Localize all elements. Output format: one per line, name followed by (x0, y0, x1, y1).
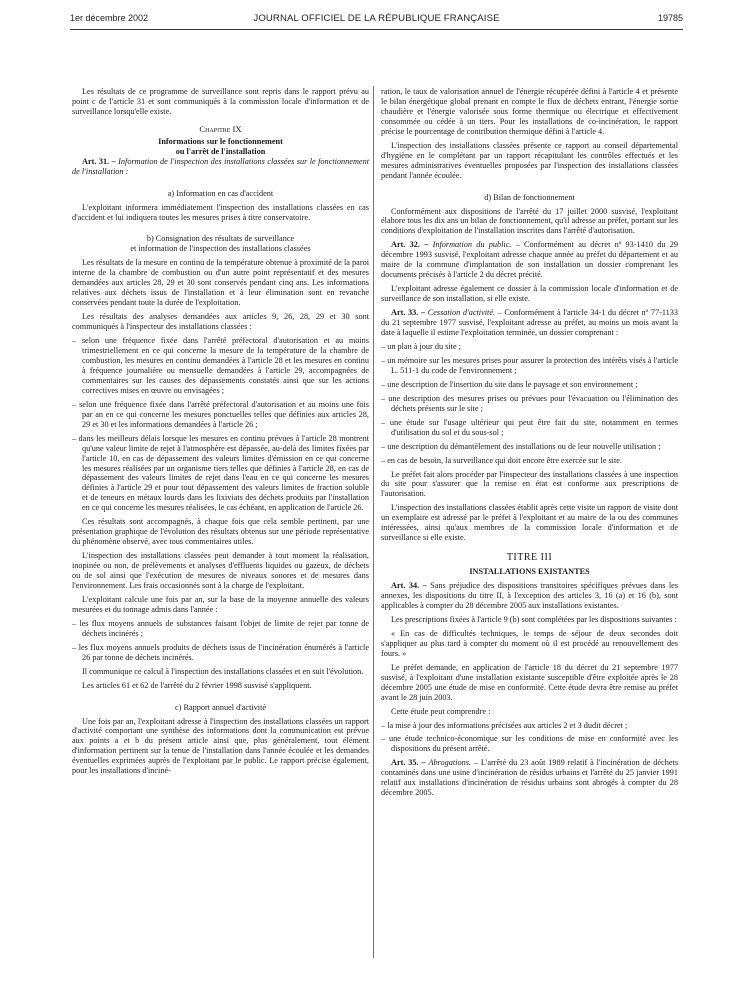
column-divider (373, 86, 374, 958)
article-31 (72, 157, 369, 177)
left-column (72, 87, 369, 780)
paragraph: Le préfet fait alors procéder par l'inspecteur des installations classées à une inspection du site pour s'assurer que la remise en état est conforme aux prescriptions de l'autorisation. (381, 469, 678, 499)
list-item: – la mise à jour des informations précisées aux articles 2 et 3 dudit décret ; (381, 720, 628, 730)
section-title: a) Information en cas d'accident (167, 188, 274, 198)
article-text: – Conformément à l'article 34-1 du décret nº 77-1133 du 21 septembre 1977 susvisé, l'exploitant adresse au préfet, au moins un mois avant la date à laquelle il estime l'exploitation terminée, un dossier comprenant : (381, 308, 679, 338)
paragraph: Les résultats des analyses demandées aux articles 9, 26, 28, 29 et 30 sont communiqués à l'inspecteur des installations classées : (72, 312, 369, 332)
chapter-heading: Chapitre IX (199, 123, 242, 134)
list-item: – une description des mesures prises ou prévues pour l'évacuation ou l'élimination des déchets présents sur le site ; (381, 393, 678, 413)
paragraph: ration, le taux de valorisation annuel de l'énergie récupérée défini à l'article 4 et présente le bilan énergétique global prenant en compte le flux de déchets entrant, l'énergie sortie chaudière et l'énergie valorisée sous forme thermique ou électrique et effectivement consommée ou cédée à un tiers. Pour les installations de co-incinération, le rapport précise le pourcentage de contribution thermique défini à l'article 4. (381, 87, 678, 136)
article-title: Cessation d'activité. (427, 308, 496, 318)
chapter-title: ou l'arrêt de l'installation (175, 146, 266, 156)
article-text: – Conformément au décret nº 93-1410 du 29 décembre 1993 susvisé, l'exploitant adresse chaque année au préfet du département et au maire de la commune d'implantation de son installation un dossier comprenant les documents précisés à l'article 2 du décret précité. (381, 240, 679, 280)
paragraph: L'inspection des installations classées établit après cette visite un rapport de visite dont un exemplaire est adressé par le préfet à l'exploitant et au maire de la ou des communes intéressées, ainsi qu'aux membres de la commission locale d'information et de surveillance si elle existe. (381, 503, 678, 543)
article-35 (381, 758, 678, 798)
header-journal-title: JOURNAL OFFICIEL DE LA RÉPUBLIQUE FRANÇAISE (253, 13, 500, 24)
list-item: – selon une fréquence fixée dans l'arrêté préfectoral d'autorisation et au moins une fois par an en ce qui concerne les mesures ponctuelles telles que définies aux articles 28, 29 et 30 et les informations demandées à l'article 26 ; (72, 399, 369, 429)
chapter-title: Informations sur le fonctionnement (158, 136, 283, 146)
article-text: – L'arrêté du 23 août 1989 relatif à l'incinération de déchets contaminés dans une usine d'incinération de résidus urbains et l'arrêté du 25 janvier 1991 relatif aux installations d'incinération de résidus urbains sont abrogés à compter du 28 décembre 2005. (381, 758, 679, 798)
list-item: – une description de l'insertion du site dans le paysage et son environnement ; (381, 379, 638, 389)
paragraph: L'exploitant informera immédiatement l'inspection des installations classées en cas d'accident et lui indiquera toutes les mesures prises à titre conservatoire. (72, 202, 369, 222)
quotation: « En cas de difficultés techniques, le temps de séjour de deux secondes doit s'appliquer au plus tard à compter du moment où il est procédé au renouvellement des fours. » (381, 628, 678, 658)
section-title: b) Consignation des résultats de surveillance (146, 234, 295, 244)
article-label: Art. 33. – (391, 308, 426, 318)
list-item: – selon une fréquence fixée dans l'arrêté préfectoral d'autorisation et au moins trimestriellement en ce qui concerne la mesure de la température de la chambre de combustion, les mesures en continu demandées à l'article 28 et les mesures en continu à fréquence journalière ou mensuelle demandées à l'article 29, accompagnées de commentaires sur les causes des dépassements constatés ainsi que sur les actions correctives mises en œuvre ou envisagées ; (72, 336, 369, 395)
list-item: – dans les meilleurs délais lorsque les mesures en continu prévues à l'article 28 montrent qu'une valeur limite de rejet à l'atmosphère est dépassée, au-delà des limites fixées par l'article 10, en cas de dépassement des valeurs limites d'émission en ce qui concerne les mesures réalisées par un organisme tiers telles que définies à l'article 28, en cas de dépassement des valeurs limites de rejet dans l'eau en ce qui concerne les mesures définies à l'article 29 et pour tout dépassement des valeurs limites de fraction soluble et de teneurs en métaux lourds dans les lixiviats des déchets produits par l'installation en ce qui concerne les mesures réalisées, le cas échéant, en application de l'article 26. (72, 433, 369, 513)
section-title: d) Bilan de fonctionnement (484, 192, 575, 202)
title-heading: TITRE III (506, 552, 553, 564)
title-subheading: INSTALLATIONS EXISTANTES (469, 567, 590, 577)
paragraph: Les résultats de la mesure en continu de la température obtenue à proximité de la paroi interne de la chambre de combustion ou d'un autre point représentatif et des mesures demandées aux articles 28, 29 et 30 sont conservés pendant cinq ans. Les informations relatives aux déchets issus de l'installation et à leur élimination sont en revanche conservées pendant toute la durée de l'exploitation. (72, 258, 369, 308)
list-item: – une étude sur l'usage ultérieur qui peut être fait du site, notamment en termes d'utilisation du sol et du sous-sol ; (381, 417, 678, 437)
paragraph: L'inspection des installations classées présente ce rapport au conseil départemental d'hygiène en le complétant par un rapport récapitulant les contrôles effectués et les mesures administratives éventuelles proposées par l'inspection des installations classées pendant l'année écoulée. (381, 140, 678, 180)
section-title: et information de l'inspection des installations classées (130, 244, 311, 254)
list-item: – les flux moyens annuels de substances faisant l'objet de limite de rejet par tonne de déchets incinérés ; (72, 618, 369, 638)
list-item: – un plan à jour du site ; (381, 341, 461, 351)
list-item: – en cas de besoin, la surveillance qui doit encore être exercée sur le site. (381, 455, 622, 465)
article-label: Art. 34. – (391, 581, 427, 591)
paragraph: Conformément aux dispositions de l'arrêté du 17 juillet 2000 susvisé, l'exploitant élabore tous les dix ans un bilan de fonctionnement, qu'il adresse au préfet, portant sur les conditions d'exploitation de l'installation inscrites dans l'arrêté d'autorisation. (381, 206, 678, 236)
page-header (70, 13, 683, 27)
list-item: – une description du démantèlement des installations ou de leur nouvelle utilisation ; (381, 441, 661, 451)
header-page-number: 19785 (657, 13, 683, 23)
paragraph: Une fois par an, l'exploitant adresse à l'inspection des installations classées un rapport d'activité comportant une synthèse des informations dont la communication est prévue aux points a et b du présent article ainsi que, plus généralement, tout élément d'information pertinent sur la tenue de l'installation dans l'année écoulée et les demandes éventuelles exprimées auprès de l'exploitant par le public. Le rapport précise également, pour les installations d'inciné- (72, 716, 369, 776)
list-item: – les flux moyens annuels produits de déchets issus de l'incinération énumérés à l'article 26 par tonne de déchets incinérés. (72, 642, 369, 662)
header-date: 1er décembre 2002 (70, 13, 149, 23)
right-column (381, 87, 678, 802)
article-32 (381, 240, 678, 280)
paragraph: Les résultats de ce programme de surveillance sont repris dans le rapport prévu au point c de l'article 31 et sont communiqués à la commission locale d'information et de surveillance lorsqu'elle existe. (72, 87, 369, 116)
article-33 (381, 308, 678, 338)
paragraph: Cette étude peut comprendre : (391, 706, 491, 716)
article-text: Sans préjudice des dispositions transitoires spécifiques prévues dans les annexes, les dispositions du titre II, à l'exception des articles 3, 16 (a) et 16 (b), sont applicables à compter du 28 décembre 2005 aux installations existantes. (381, 581, 679, 610)
section-title: c) Rapport annuel d'activité (174, 702, 267, 712)
header-rule (70, 29, 683, 30)
paragraph: L'exploitant calcule une fois par an, sur la base de la moyenne annuelle des valeurs mesurées et du tonnage admis dans l'année : (72, 594, 369, 614)
paragraph: Le préfet demande, en application de l'article 18 du décret du 21 septembre 1977 susvisé, à l'exploitant d'une installation existante susceptible d'être exploitée après le 28 décembre 2005 une étude de mise en conformité. Cette étude devra être remise au préfet avant le 28 juin 2003. (381, 662, 678, 702)
article-title: Information de l'inspection des installations classées sur le fonctionnement de l'installation : (72, 156, 369, 176)
paragraph: L'exploitant adresse également ce dossier à la commission locale d'information et de surveillance de son installation, si elle existe. (381, 284, 678, 304)
article-34 (381, 581, 678, 611)
paragraph: Les articles 61 et 62 de l'arrêté du 2 février 1998 susvisé s'appliquent. (82, 680, 312, 690)
list-item: – une étude technico-économique sur les conditions de mise en conformité avec les dispositions du présent arrêté. (381, 734, 678, 754)
article-label: Art. 32. – (391, 240, 429, 250)
paragraph: Ces résultats sont accompagnés, à chaque fois que cela semble pertinent, par une présentation graphique de l'évolution des résultats obtenus sur une période représentative du phénomène observé, avec tous commentaires utiles. (72, 517, 369, 547)
paragraph: Les prescriptions fixées à l'article 9 (b) sont complétées par les dispositions suivantes : (391, 614, 677, 624)
article-label: Art. 31. – (82, 156, 116, 166)
paragraph: Il communique ce calcul à l'inspection des installations classées et en suit l'évolution. (82, 666, 364, 676)
article-title: Abrogations. (428, 758, 471, 768)
article-label: Art. 35. – (391, 758, 426, 768)
paragraph: L'inspection des installations classées peut demander à tout moment la réalisation, inopinée ou non, de prélèvements et analyses d'effluents liquides ou gazeux, de déchets ou de sol ainsi que l'exécution de mesures de niveaux sonores et de mesures dans l'environnement. Les frais occasionnés sont à la charge de l'exploitant. (72, 551, 369, 590)
article-title: Information du public. (432, 240, 512, 250)
list-item: – un mémoire sur les mesures prises pour assurer la protection des intérêts visés à l'article L. 511-1 du code de l'environnement ; (381, 355, 678, 375)
